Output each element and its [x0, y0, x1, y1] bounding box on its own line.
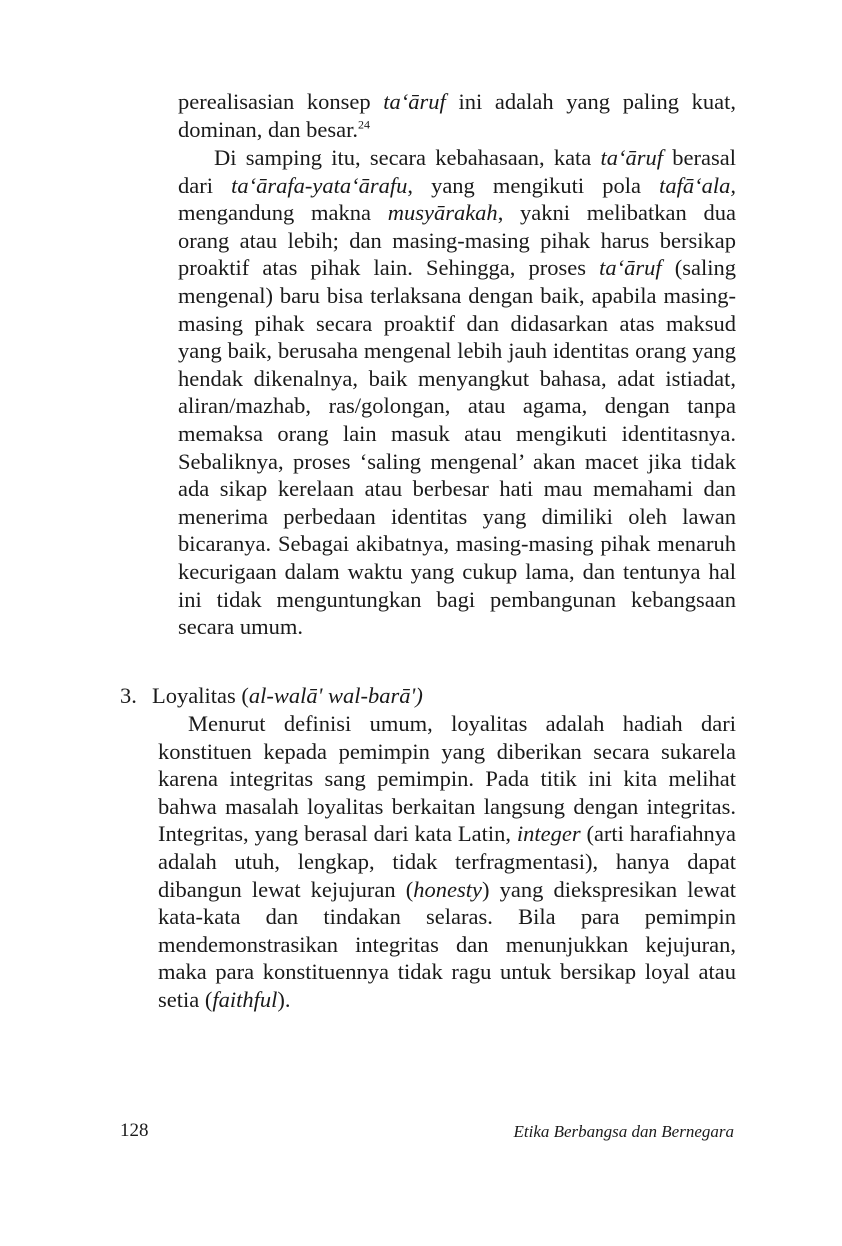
- text-run: perealisasian konsep: [178, 89, 384, 114]
- italic-term: faithful: [212, 986, 278, 1012]
- text-run: (arti harafiahnya adalah utuh, lengkap, tidak terfragmentasi), hanya dapat dibangun lewat kejujuran (: [158, 821, 736, 902]
- italic-term: al-walā' wal-barā'): [248, 683, 423, 708]
- italic-term: integer: [516, 821, 581, 847]
- text-run: , yang mengikuti pola: [407, 172, 660, 198]
- text-run: ).: [277, 986, 291, 1012]
- text-run: berasal dari: [178, 145, 736, 198]
- text-run: Menurut definisi umum, loyalitas adalah hadiah dari konstituen kepada pemimpin yang diberikan secara sukarela karena integritas sang pemimpin. Pada titik ini kita melihat bahwa masalah loyalitas berkaitan langsung dengan integritas. Integritas, yang berasal dari kata Latin,: [158, 711, 736, 847]
- italic-term: ta‘āruf: [383, 89, 446, 114]
- italic-term: honesty: [413, 876, 482, 902]
- italic-term: tafā‘ala,: [659, 172, 736, 198]
- section-heading: [120, 682, 423, 710]
- text-run: Di samping itu, secara kebahasaan, kata: [214, 145, 601, 170]
- page-number: 128: [120, 1120, 149, 1141]
- text-run: ini adalah yang paling kuat, dominan, dan besar.: [178, 89, 736, 142]
- italic-term: ta‘āruf: [600, 145, 664, 170]
- italic-term: ta‘ārafa-yata‘ārafu: [231, 172, 408, 198]
- paragraph-taaruf: [178, 144, 736, 641]
- text-run: ) yang diekspresikan lewat kata-kata dan tindakan selaras. Bila para pemimpin mendemonstrasikan integritas dan menunjukkan kejujuran, maka para konstituennya tidak ragu untuk bersikap loyal atau setia (: [158, 876, 736, 1012]
- paragraph-loyalitas: [158, 710, 736, 1014]
- text-run: Loyalitas (: [152, 683, 249, 708]
- footnote-marker: 24: [357, 117, 370, 132]
- text-run: (saling mengenal) baru bisa terlaksana dengan baik, apabila masing-masing pihak secara proaktif dan didasarkan atas maksud yang baik, berusaha mengenal lebih jauh identitas orang yang hendak dikenalnya, baik menyangkut bahasa, adat istiadat, aliran/mazhab, ras/golongan, atau agama, dengan tanpa memaksa orang lain masuk atau mengikuti identitasnya. Sebaliknya, proses ‘saling mengenal’ akan macet jika tidak ada sikap kerelaan atau berbesar hati mau memahami dan menerima perbedaan identitas yang dimiliki oleh lawan bicaranya. Sebagai akibatnya, masing-masing pihak menaruh kecurigaan dalam waktu yang cukup lama, dan tentunya hal ini tidak menguntungkan bagi pembangunan kebangsaan secara umum.: [178, 255, 736, 640]
- italic-term: ta‘āruf: [599, 255, 662, 281]
- text-run: mengandung makna: [178, 200, 388, 226]
- italic-term: musyārakah: [387, 200, 498, 226]
- running-footer-title: Etika Berbangsa dan Bernegara: [513, 1122, 734, 1141]
- section-number: 3.: [120, 683, 137, 708]
- paragraph-continuation: [178, 88, 736, 143]
- text-run: , yakni melibatkan dua orang atau lebih; dan masing-masing pihak harus bersikap proaktif atas pihak lain. Sehingga, proses: [178, 200, 736, 281]
